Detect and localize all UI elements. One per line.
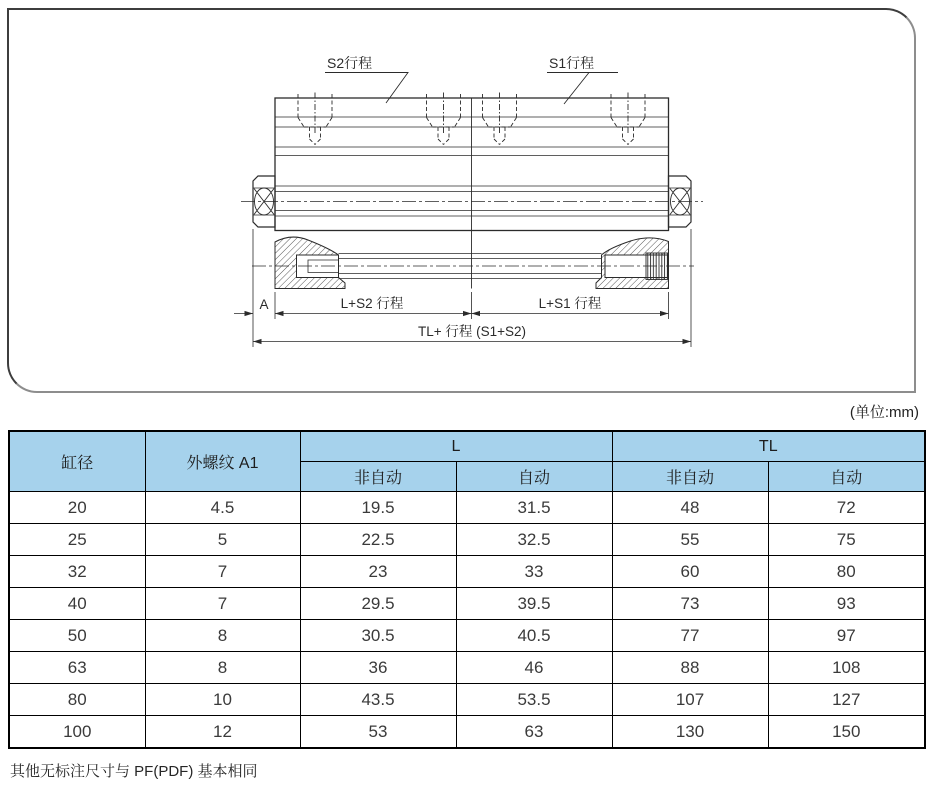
table-cell: 31.5 xyxy=(456,492,612,524)
table-cell: 53.5 xyxy=(456,684,612,716)
table-cell: 53 xyxy=(300,716,456,749)
table-cell: 8 xyxy=(145,620,300,652)
table-cell: 40.5 xyxy=(456,620,612,652)
dim-tl-label: TL+ 行程 (S1+S2) xyxy=(417,324,527,339)
table-cell: 93 xyxy=(768,588,925,620)
table-cell: 46 xyxy=(456,652,612,684)
header-group-l: L xyxy=(300,431,612,462)
table-cell: 19.5 xyxy=(300,492,456,524)
table-cell: 30.5 xyxy=(300,620,456,652)
table-cell: 4.5 xyxy=(145,492,300,524)
table-row xyxy=(9,492,925,524)
table-cell: 20 xyxy=(9,492,145,524)
table-cell: 7 xyxy=(145,556,300,588)
dim-a-label: A xyxy=(259,297,269,312)
piston-rod-section xyxy=(252,237,694,288)
table-cell: 10 xyxy=(145,684,300,716)
s2-stroke-label: S2行程 xyxy=(327,55,373,71)
table-cell: 60 xyxy=(612,556,768,588)
table-cell: 12 xyxy=(145,716,300,749)
header-tl-auto: 自动 xyxy=(768,462,925,492)
table-cell: 7 xyxy=(145,588,300,620)
dimension-table xyxy=(8,430,926,749)
table-cell: 8 xyxy=(145,652,300,684)
table-cell: 108 xyxy=(768,652,925,684)
table-header xyxy=(9,431,925,492)
s1-stroke-label: S1行程 xyxy=(549,55,595,71)
dim-l-s1-label: L+S1 行程 xyxy=(538,296,602,311)
table-cell: 97 xyxy=(768,620,925,652)
table-row xyxy=(9,620,925,652)
table-row xyxy=(9,652,925,684)
leader-labels xyxy=(325,55,618,104)
table-row xyxy=(9,588,925,620)
table-cell: 36 xyxy=(300,652,456,684)
footnote: 其他无标注尺寸与 PF(PDF) 基本相同 xyxy=(10,763,258,780)
header-l-auto: 自动 xyxy=(456,462,612,492)
header-thread-a1: 外螺纹 A1 xyxy=(145,431,300,492)
table-cell: 29.5 xyxy=(300,588,456,620)
table-row xyxy=(9,524,925,556)
table-cell: 55 xyxy=(612,524,768,556)
dimension-labels xyxy=(259,296,601,339)
table-cell: 63 xyxy=(456,716,612,749)
table-cell: 5 xyxy=(145,524,300,556)
table-cell: 150 xyxy=(768,716,925,749)
table-body xyxy=(9,492,925,749)
table-cell: 77 xyxy=(612,620,768,652)
table-cell: 23 xyxy=(300,556,456,588)
table-cell: 32.5 xyxy=(456,524,612,556)
table-cell: 130 xyxy=(612,716,768,749)
table-cell: 63 xyxy=(9,652,145,684)
header-l-manual: 非自动 xyxy=(300,462,456,492)
cylinder-technical-drawing xyxy=(9,10,915,391)
table-cell: 72 xyxy=(768,492,925,524)
table-cell: 80 xyxy=(9,684,145,716)
header-bore: 缸径 xyxy=(9,431,145,492)
table-cell: 50 xyxy=(9,620,145,652)
table-cell: 33 xyxy=(456,556,612,588)
table-cell: 39.5 xyxy=(456,588,612,620)
table-cell: 73 xyxy=(612,588,768,620)
unit-note: (单位:mm) xyxy=(849,404,919,421)
header-tl-manual: 非自动 xyxy=(612,462,768,492)
table-cell: 80 xyxy=(768,556,925,588)
dim-l-s2-label: L+S2 行程 xyxy=(340,296,404,311)
drawing-panel xyxy=(7,8,916,393)
table-cell: 107 xyxy=(612,684,768,716)
table-row xyxy=(9,556,925,588)
table-cell: 100 xyxy=(9,716,145,749)
table-cell: 48 xyxy=(612,492,768,524)
table-row xyxy=(9,684,925,716)
table-cell: 75 xyxy=(768,524,925,556)
table-cell: 88 xyxy=(612,652,768,684)
table-cell: 25 xyxy=(9,524,145,556)
table-cell: 40 xyxy=(9,588,145,620)
header-group-tl: TL xyxy=(612,431,925,462)
table-cell: 22.5 xyxy=(300,524,456,556)
table-cell: 43.5 xyxy=(300,684,456,716)
table-cell: 127 xyxy=(768,684,925,716)
table-cell: 32 xyxy=(9,556,145,588)
table-row xyxy=(9,716,925,749)
